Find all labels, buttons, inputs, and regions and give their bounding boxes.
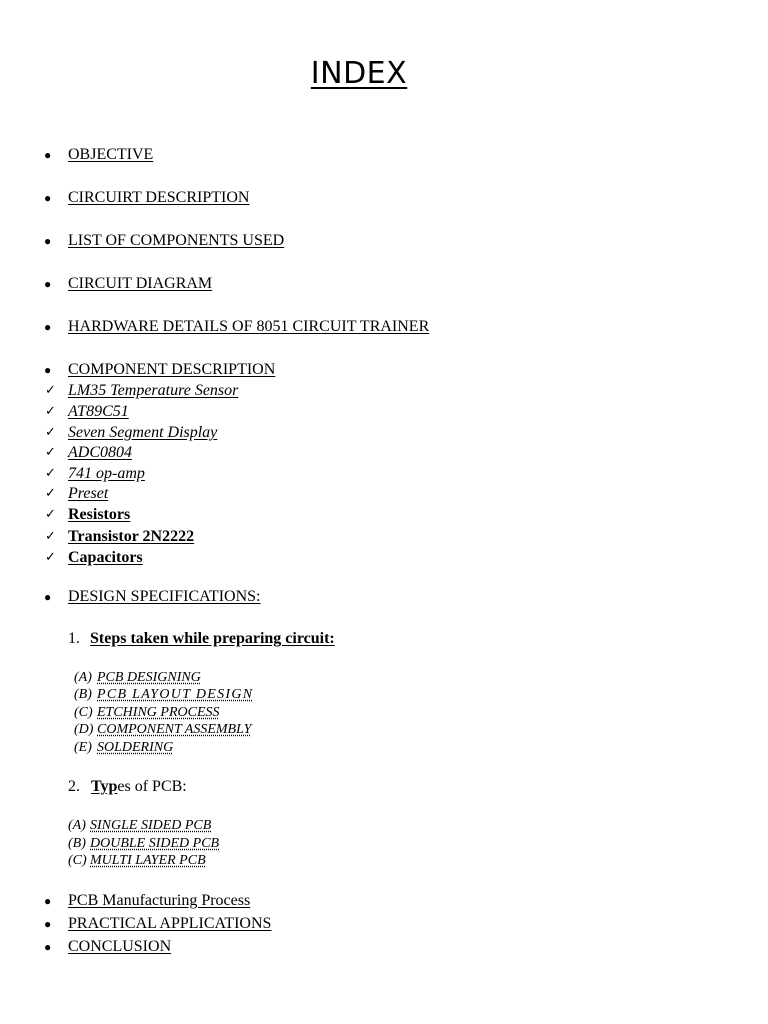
item-label[interactable]: CONCLUSION [68, 938, 172, 955]
item-label[interactable]: 741 op-amp [68, 465, 145, 482]
item-label[interactable]: ETCHING PROCESS [97, 705, 220, 720]
bullet-icon: ● [44, 191, 52, 205]
page-title: INDEX [310, 56, 408, 91]
item-label[interactable]: Resistors [68, 506, 131, 523]
item-label[interactable]: COMPONENT ASSEMBLY [97, 722, 252, 737]
item-label[interactable]: SOLDERING [97, 740, 174, 755]
bullet-icon: ● [44, 148, 52, 162]
check-icon: ✓ [45, 486, 56, 501]
item-label[interactable]: HARDWARE DETAILS OF 8051 CIRCUIT TRAINER [68, 318, 430, 335]
check-icon: ✓ [45, 445, 56, 460]
bullet-icon: ● [44, 277, 52, 291]
bullet-icon: ● [44, 917, 52, 931]
check-icon: ✓ [45, 507, 56, 522]
item-letter: (E) [74, 740, 92, 755]
step-label-part[interactable]: Typ [91, 778, 118, 795]
bullet-icon: ● [44, 590, 52, 604]
item-label[interactable]: Preset [68, 485, 109, 502]
bullet-icon: ● [44, 234, 52, 248]
check-icon: ✓ [45, 466, 56, 481]
item-label[interactable]: Transistor 2N2222 [68, 528, 195, 545]
item-label[interactable]: PRACTICAL APPLICATIONS [68, 915, 272, 932]
item-letter: (A) [68, 818, 86, 833]
item-letter: (B) [74, 687, 92, 702]
item-label[interactable]: COMPONENT DESCRIPTION [68, 361, 276, 378]
item-label[interactable]: DESIGN SPECIFICATIONS: [68, 588, 261, 605]
item-label[interactable]: PCB LAYOUT DESIGN [97, 687, 254, 702]
item-letter: (B) [68, 836, 86, 851]
bullet-icon: ● [44, 320, 52, 334]
bullet-icon: ● [44, 363, 52, 377]
item-label[interactable]: LM35 Temperature Sensor [68, 382, 239, 399]
step-number: 2. [68, 778, 80, 795]
bullet-icon: ● [44, 894, 52, 908]
check-icon: ✓ [45, 404, 56, 419]
item-label[interactable]: Seven Segment Display [68, 424, 218, 441]
item-label[interactable]: PCB Manufacturing Process [68, 892, 251, 909]
item-letter: (C) [68, 853, 87, 868]
check-icon: ✓ [45, 550, 56, 565]
step-number: 1. [68, 630, 80, 647]
item-label[interactable]: AT89C51 [68, 403, 129, 420]
item-label[interactable]: CIRCUIT DIAGRAM [68, 275, 213, 292]
item-label[interactable]: OBJECTIVE [68, 146, 154, 163]
item-label[interactable]: MULTI LAYER PCB [90, 853, 206, 868]
item-label[interactable]: DOUBLE SIDED PCB [90, 836, 220, 851]
check-icon: ✓ [45, 529, 56, 544]
item-letter: (C) [74, 705, 93, 720]
item-label[interactable]: LIST OF COMPONENTS USED [68, 232, 285, 249]
step-label[interactable]: Steps taken while preparing circuit: [90, 630, 335, 647]
item-label[interactable]: SINGLE SIDED PCB [90, 818, 212, 833]
item-label[interactable]: Capacitors [68, 549, 143, 566]
step-label-rest: es of PCB: [117, 778, 187, 795]
item-letter: (A) [74, 670, 92, 685]
item-label[interactable]: ADC0804 [68, 444, 132, 461]
item-label[interactable]: PCB DESIGNING [97, 670, 201, 685]
item-letter: (D) [74, 722, 94, 737]
check-icon: ✓ [45, 425, 56, 440]
item-label[interactable]: CIRCUIRT DESCRIPTION [68, 189, 250, 206]
bullet-icon: ● [44, 940, 52, 954]
check-icon: ✓ [45, 383, 56, 398]
